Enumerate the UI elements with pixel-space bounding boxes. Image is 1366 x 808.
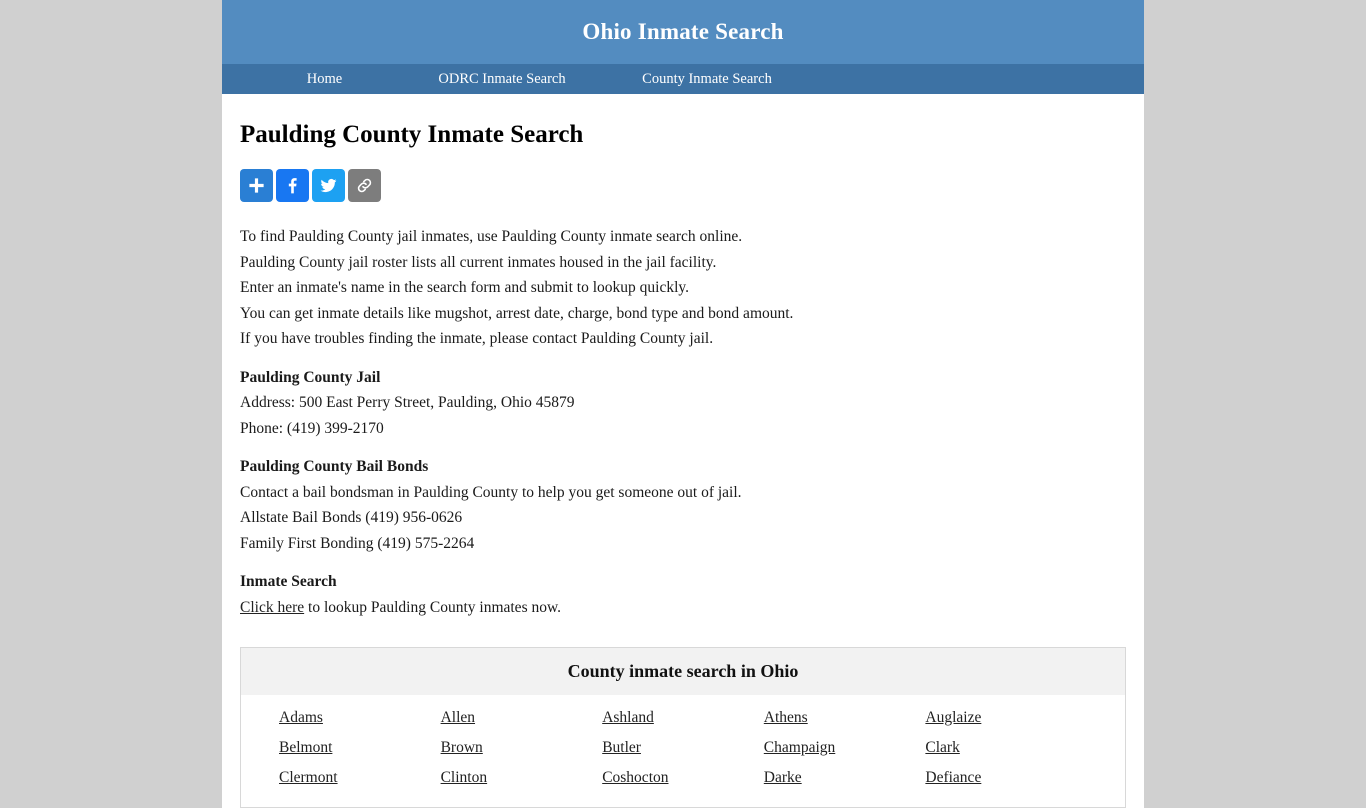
twitter-share-icon[interactable] [312, 169, 345, 202]
county-link-allen[interactable]: Allen [440, 709, 476, 726]
site-header [222, 0, 1144, 64]
inmate-search-line [240, 595, 1122, 621]
inmate-search-link-suffix: to lookup Paulding County inmates now. [304, 598, 562, 616]
article-body [240, 224, 1122, 620]
bail-bond-listing-2: Family First Bonding (419) 575-2264 [240, 534, 475, 552]
county-search-panel-title: County inmate search in Ohio [241, 648, 1125, 695]
intro-line-2: Paulding County jail roster lists all current inmates housed in the jail facility. [240, 253, 717, 271]
county-link-coshocton[interactable]: Coshocton [602, 769, 669, 786]
county-link-clinton[interactable]: Clinton [440, 769, 488, 786]
inmate-search-heading: Inmate Search [240, 573, 337, 590]
county-link-champaign[interactable]: Champaign [763, 739, 836, 756]
facebook-share-icon[interactable] [276, 169, 309, 202]
main-navigation[interactable] [222, 64, 1144, 94]
site-title: Ohio Inmate Search [582, 19, 784, 44]
main-content [222, 121, 1144, 808]
intro-line-4: You can get inmate details like mugshot, arrest date, charge, bond type and bond amount. [240, 304, 794, 322]
county-link-clark[interactable]: Clark [925, 739, 960, 756]
county-link-athens[interactable]: Athens [763, 709, 808, 726]
jail-heading: Paulding County Jail [240, 368, 381, 386]
addthis-share-icon[interactable] [240, 169, 273, 202]
county-search-panel [240, 647, 1126, 808]
county-link-belmont[interactable]: Belmont [279, 739, 333, 756]
county-link-darke[interactable]: Darke [763, 769, 802, 786]
county-links-container [241, 695, 1125, 807]
inmate-search-click-here-link[interactable]: Click here [240, 598, 305, 616]
jail-address: Address: 500 East Perry Street, Paulding, Ohio 45879 [240, 394, 575, 411]
share-buttons[interactable] [240, 169, 1122, 202]
copy-link-icon[interactable] [348, 169, 381, 202]
page-container [222, 0, 1144, 808]
bail-bonds-description: Contact a bail bondsman in Paulding County to help you get someone out of jail. [240, 483, 742, 501]
county-link-adams[interactable]: Adams [279, 709, 323, 726]
bail-bonds-heading: Paulding County Bail Bonds [240, 458, 429, 475]
page-title: Paulding County Inmate Search [240, 121, 584, 148]
jail-phone: Phone: (419) 399-2170 [240, 419, 384, 437]
county-link-ashland[interactable]: Ashland [602, 709, 654, 726]
nav-item-county-inmate-search[interactable]: County Inmate Search [642, 70, 772, 87]
county-links-grid [279, 709, 1087, 787]
county-link-butler[interactable]: Butler [602, 739, 641, 756]
nav-item-odrc-inmate-search[interactable]: ODRC Inmate Search [438, 70, 566, 87]
bail-bond-listing-1: Allstate Bail Bonds (419) 956-0626 [240, 509, 463, 526]
intro-line-5: If you have troubles finding the inmate, please contact Paulding County jail. [240, 330, 714, 347]
county-link-auglaize[interactable]: Auglaize [925, 709, 982, 726]
county-link-clermont[interactable]: Clermont [279, 769, 338, 786]
nav-item-home[interactable]: Home [306, 70, 343, 87]
county-link-defiance[interactable]: Defiance [925, 769, 982, 786]
intro-line-3: Enter an inmate's name in the search form and submit to lookup quickly. [240, 279, 690, 296]
intro-line-1: To find Paulding County jail inmates, use Paulding County inmate search online. [240, 228, 743, 245]
county-link-brown[interactable]: Brown [440, 739, 483, 756]
